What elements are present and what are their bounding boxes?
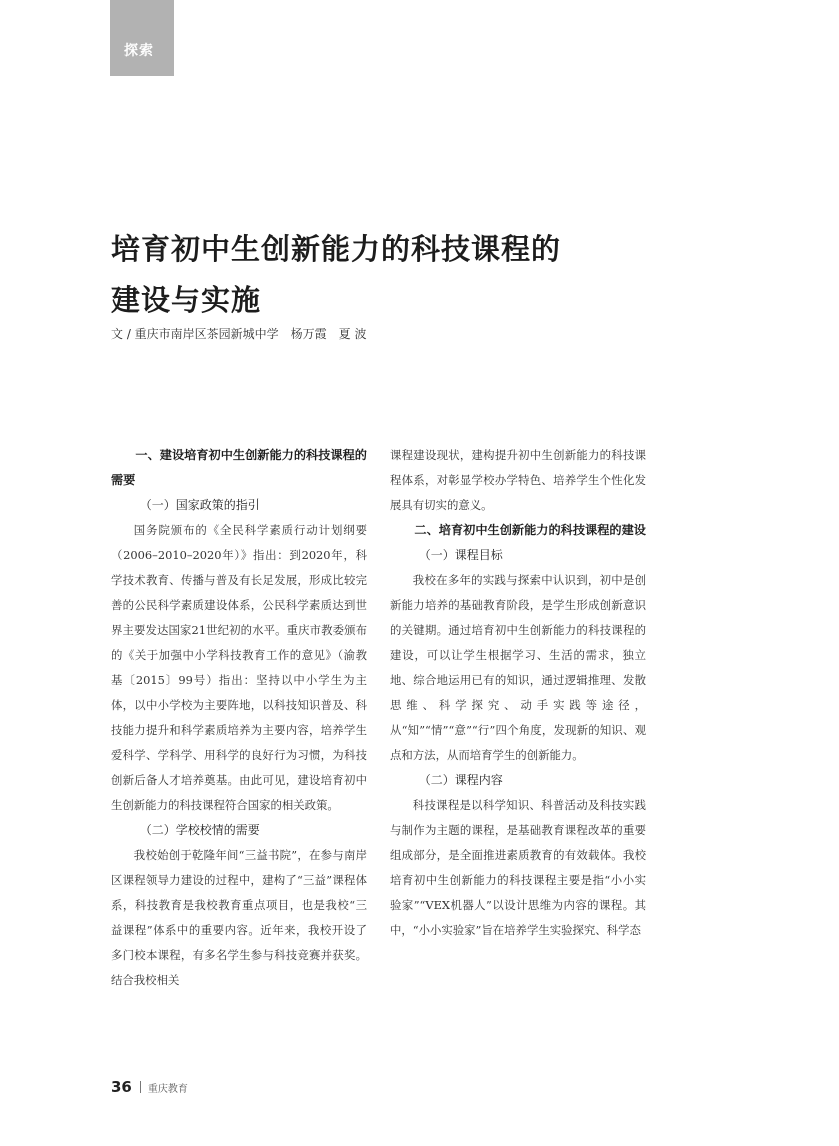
right-column xyxy=(390,443,646,943)
section-tab-label: 探索 xyxy=(124,43,154,59)
subsection-heading-2-2: （二）课程内容 xyxy=(418,773,503,787)
paragraph-school: 我校始创于乾隆年间“三益书院”，在参与南岸区课程领导力建设的过程中，建构了“三益”课程体系，科技教育是我校教育重点项目，也是我校“三益课程”体系中的重要内容。近年来，我校开设了多门校本课程，有多名学生参与科技竞赛并获奖。结合我校相关 xyxy=(111,848,367,987)
title-line-2: 建设与实施 xyxy=(111,283,262,317)
paragraph-content: 科技课程是以科学知识、科普活动及科技实践与制作为主题的课程，是基础教育课程改革的重要组成部分，是全面推进素质教育的有效载体。我校培育初中生创新能力的科技课程主要是指“小小实验家”“VEX机器人”以设计思维为内容的课程。其中，“小小实验家”旨在培养学生实验探究、科学态 xyxy=(390,798,646,937)
section-heading-1: 一、建设培育初中生创新能力的科技课程的需要 xyxy=(111,448,367,487)
page-footer xyxy=(111,1078,188,1096)
footer-divider xyxy=(140,1081,141,1093)
section-heading-2: 二、培育初中生创新能力的科技课程的建设 xyxy=(414,523,646,537)
subsection-heading-2-1: （一）课程目标 xyxy=(418,548,503,562)
subsection-heading-1-1: （一）国家政策的指引 xyxy=(139,498,260,512)
title-line-1: 培育初中生创新能力的科技课程的 xyxy=(111,232,562,266)
paragraph-continued: 课程建设现状，建构提升初中生创新能力的科技课程体系，对彰显学校办学特色、培养学生个性化发展具有切实的意义。 xyxy=(390,448,646,512)
page-number: 36 xyxy=(111,1078,132,1096)
magazine-name: 重庆教育 xyxy=(147,1083,188,1095)
paragraph-policy: 国务院颁布的《全民科学素质行动计划纲要（2006–2010–2020年）》指出：到2020年，科学技术教育、传播与普及有长足发展，形成比较完善的公民科学素质建设体系，公民科学素质达到世界主要发达国家21世纪初的水平。重庆市教委颁布的《关于加强中小学科技教育工作的意见》（渝教基〔2015〕99号）指出：坚持以中小学生为主体，以中小学校为主要阵地，以科技知识普及、科技能力提升和科学素质培养为主要内容，培养学生爱科学、学科学、用科学的良好行为习惯，为科技创新后备人才培养奠基。由此可见，建设培育初中生创新能力的科技课程符合国家的相关政策。 xyxy=(111,523,367,812)
left-column xyxy=(111,443,367,993)
article-title xyxy=(111,224,711,326)
section-tab xyxy=(110,0,174,76)
paragraph-goals: 我校在多年的实践与探索中认识到，初中是创新能力培养的基础教育阶段，是学生形成创新意识的关键期。通过培育初中生创新能力的科技课程的建设，可以让学生根据学习、生活的需求，独立地、综合地运用已有的知识，通过逻辑推理、发散思维、科学探究、动手实践等途径，从“知”“情”“意”“行”四个角度，发现新的知识、观点和方法，从而培育学生的创新能力。 xyxy=(390,573,646,762)
subsection-heading-1-2: （二）学校校情的需要 xyxy=(139,823,260,837)
byline: 文 / 重庆市南岸区茶园新城中学 杨万霞 夏 波 xyxy=(111,327,367,341)
